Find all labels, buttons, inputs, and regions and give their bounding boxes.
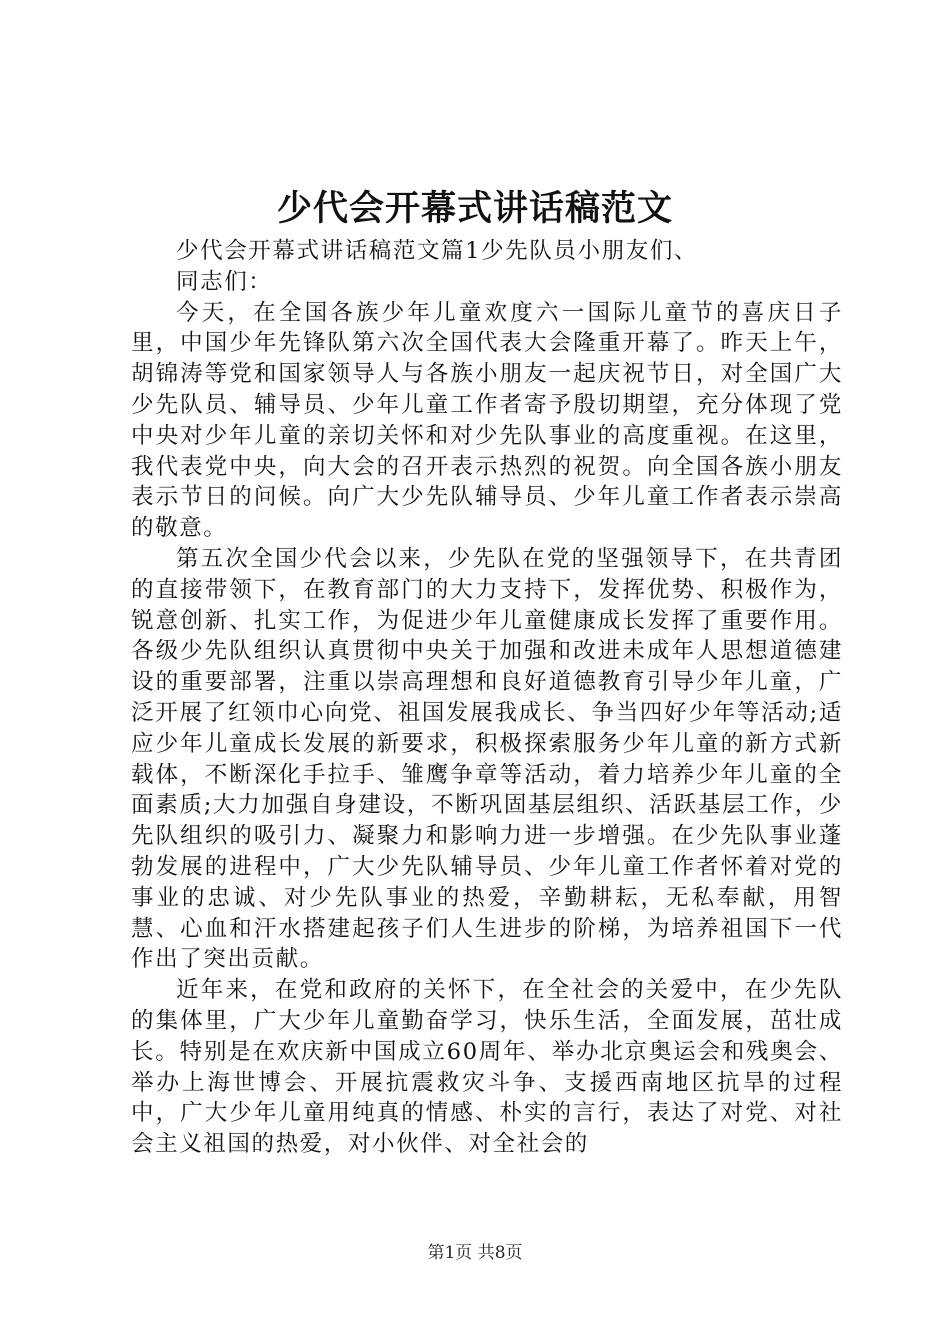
document-body — [131, 236, 843, 1160]
document-title: 少代会开幕式讲话稿范文 — [276, 188, 673, 229]
paragraph: 近年来，在党和政府的关怀下，在全社会的关爱中，在少先队的集体里，广大少年儿童勤奋学习，快乐生活，全面发展，茁壮成长。特别是在欢庆新中国成立60周年、举办北京奥运会和残奥会、举办上海世博会、开展抗震救灾斗争、支援西南地区抗旱的过程中，广大少年儿童用纯真的情感、朴实的言行，表达了对党、对社会主义祖国的热爱，对小伙伴、对全社会的 — [131, 977, 843, 1158]
paragraph: 第五次全国少代会以来，少先队在党的坚强领导下，在共青团的直接带领下，在教育部门的大力支持下，发挥优势、积极作为，锐意创新、扎实工作，为促进少年儿童健康成长发挥了重要作用。各级少先队组织认真贯彻中央关于加强和改进未成年人思想道德建设的重要部署，注重以崇高理想和良好道德教育引导少年儿童，广泛开展了红领巾心向党、祖国发展我成长、争当四好少年等活动;适应少年儿童成长发展的新要求，积极探索服务少年儿童的新方式新载体，不断深化手拉手、雏鹰争章等活动，着力培养少年儿童的全面素质;大力加强自身建设，不断巩固基层组织、活跃基层工作，少先队组织的吸引力、凝聚力和影响力进一步增强。在少先队事业蓬勃发展的进程中，广大少先队辅导员、少年儿童工作者怀着对党的事业的忠诚、对少先队事业的热爱，辛勤耕耘，无私奉献，用智慧、心血和汗水搭建起孩子们人生进步的阶梯，为培养祖国下一代作出了突出贡献。 — [131, 545, 843, 973]
page-number-footer: 第1页 共8页 — [427, 1243, 523, 1263]
paragraph-salutation: 同志们： — [176, 268, 273, 295]
paragraph: 今天，在全国各族少年儿童欢度六一国际儿童节的喜庆日子里，中国少年先锋队第六次全国代表大会隆重开幕了。昨天上午，胡锦涛等党和国家领导人与各族小朋友一起庆祝节日，对全国广大少先队员、辅导员、少年儿童工作者寄予殷切期望，充分体现了党中央对少年儿童的亲切关怀和对少先队事业的高度重视。在这里，我代表党中央，向大会的召开表示热烈的祝贺。向全国各族小朋友表示节日的问候。向广大少先队辅导员、少年儿童工作者表示崇高的敬意。 — [131, 299, 843, 542]
paragraph-intro: 少代会开幕式讲话稿范文篇1少先队员小朋友们、 — [176, 238, 699, 264]
